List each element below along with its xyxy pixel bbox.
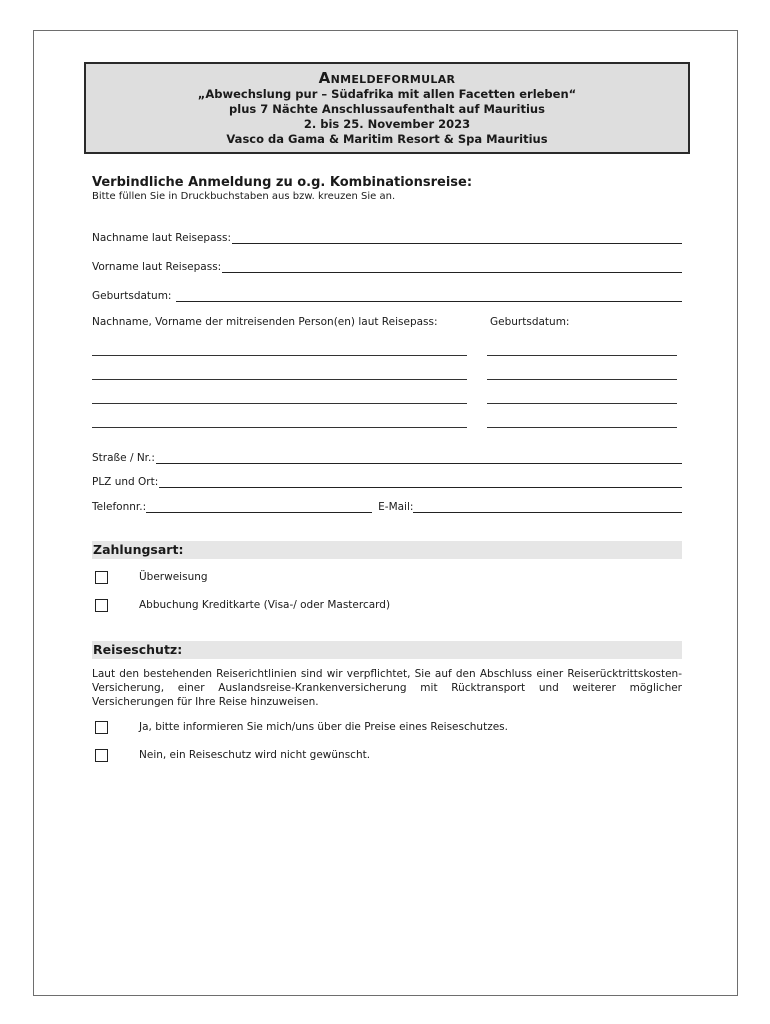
companion-row[interactable] xyxy=(92,380,682,404)
form-title: Anmeldeformular xyxy=(318,69,456,87)
companion-name-line[interactable] xyxy=(92,392,467,404)
insurance-no-checkbox[interactable] xyxy=(95,749,108,762)
firstname-label: Vorname laut Reisepass: xyxy=(92,261,222,273)
trip-subtitle: plus 7 Nächte Anschlussaufenthalt auf Mauritius xyxy=(229,102,545,116)
email-input-line[interactable] xyxy=(413,501,682,513)
registration-heading: Verbindliche Anmeldung zu o.g. Kombinationsreise: xyxy=(92,175,473,190)
registration-hint: Bitte füllen Sie in Druckbuchstaben aus bzw. kreuzen Sie an. xyxy=(92,191,396,202)
birthdate-field[interactable] xyxy=(92,273,682,302)
companions-birthdate-label: Geburtsdatum: xyxy=(490,316,570,328)
companion-birthdate-line[interactable] xyxy=(487,368,677,380)
companion-name-line[interactable] xyxy=(92,344,467,356)
phone-input-line[interactable] xyxy=(146,501,372,513)
insurance-heading: Reiseschutz: xyxy=(92,641,682,659)
street-label: Straße / Nr.: xyxy=(92,452,155,464)
city-label: PLZ und Ort: xyxy=(92,476,159,488)
phone-label: Telefonnr.: xyxy=(92,501,147,513)
payment-option-creditcard[interactable] xyxy=(92,591,682,619)
firstname-field[interactable] xyxy=(92,244,682,273)
insurance-no-label: Nein, ein Reiseschutz wird nicht gewünscht. xyxy=(139,749,371,761)
surname-label: Nachname laut Reisepass: xyxy=(92,232,232,244)
companion-birthdate-line[interactable] xyxy=(487,392,677,404)
companion-birthdate-line[interactable] xyxy=(487,344,677,356)
street-input-line[interactable] xyxy=(156,452,682,464)
companion-name-line[interactable] xyxy=(92,416,467,428)
creditcard-checkbox[interactable] xyxy=(95,599,108,612)
companions-label: Nachname, Vorname der mitreisenden Person(en) laut Reisepass: xyxy=(92,316,438,328)
companions-header xyxy=(92,316,682,332)
contact-row xyxy=(92,488,682,513)
payment-option-transfer[interactable] xyxy=(92,563,682,591)
companion-row[interactable] xyxy=(92,404,682,428)
companion-row[interactable] xyxy=(92,356,682,380)
surname-input-line[interactable] xyxy=(232,232,682,244)
trip-title: „Abwechslung pur – Südafrika mit allen Facetten erleben“ xyxy=(197,87,577,101)
surname-field[interactable] xyxy=(92,215,682,244)
companion-name-line[interactable] xyxy=(92,368,467,380)
transfer-checkbox[interactable] xyxy=(95,571,108,584)
insurance-yes-checkbox[interactable] xyxy=(95,721,108,734)
form-content xyxy=(92,175,682,769)
companion-row[interactable] xyxy=(92,332,682,356)
city-input-line[interactable] xyxy=(159,476,682,488)
birthdate-input-line[interactable] xyxy=(176,290,682,302)
city-field[interactable] xyxy=(92,464,682,488)
email-label: E-Mail: xyxy=(378,501,414,513)
firstname-input-line[interactable] xyxy=(222,261,682,273)
trip-dates: 2. bis 25. November 2023 xyxy=(303,117,471,131)
trip-hotels: Vasco da Gama & Maritim Resort & Spa Mauritius xyxy=(226,132,548,146)
creditcard-label: Abbuchung Kreditkarte (Visa-/ oder Mastercard) xyxy=(139,599,391,611)
form-page xyxy=(33,30,738,996)
insurance-option-yes[interactable] xyxy=(92,713,682,741)
transfer-label: Überweisung xyxy=(139,571,208,583)
payment-heading: Zahlungsart: xyxy=(92,541,682,559)
street-field[interactable] xyxy=(92,436,682,464)
form-header xyxy=(84,62,690,154)
insurance-yes-label: Ja, bitte informieren Sie mich/uns über die Preise eines Reiseschutzes. xyxy=(139,721,508,733)
insurance-option-no[interactable] xyxy=(92,741,682,769)
birthdate-label: Geburtsdatum: xyxy=(92,290,172,302)
companion-birthdate-line[interactable] xyxy=(487,416,677,428)
insurance-text: Laut den bestehenden Reiserichtlinien sind wir verpflichtet, Sie auf den Abschluss einer Reiserücktrittskosten-Versicherung, einer Auslandsreise-Krankenversicherung mit Rücktransport und weiterer möglicher Versicherungen für Ihre Reise hinzuweisen. xyxy=(92,668,682,708)
